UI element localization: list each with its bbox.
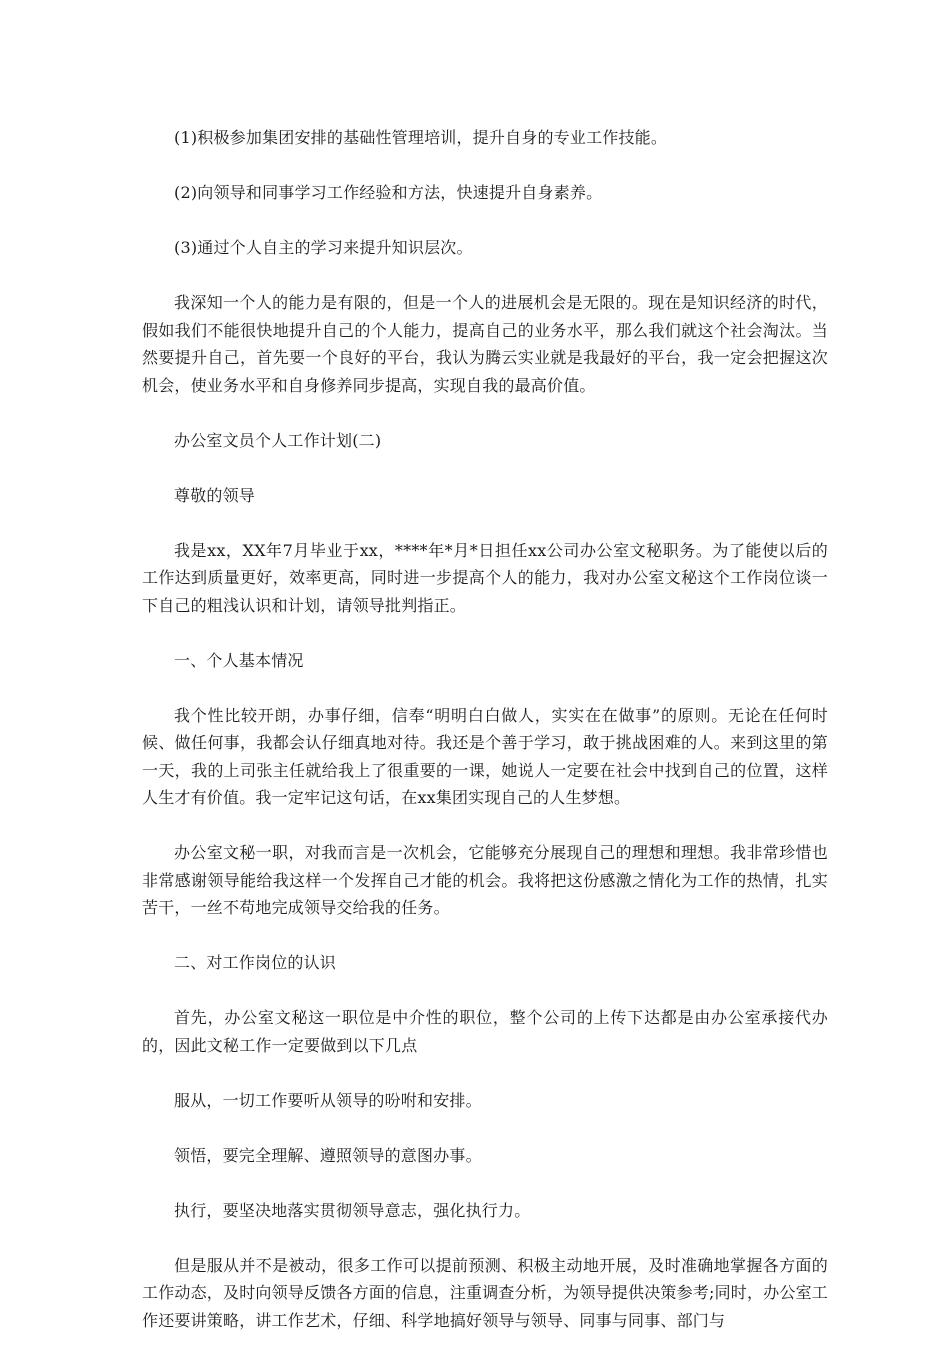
paragraph-opportunity: 办公室文秘一职，对我而言是一次机会，它能够充分展现自己的理想和理想。我非常珍惜也非常感谢领导能给我这样一个发挥自己才能的机会。我将把这份感激之情化为工作的热情，扎实苦干，一丝不苟地完成领导交给我的任务。 [142, 843, 828, 917]
document-body [142, 124, 828, 1362]
heading-job-understanding: 二、对工作岗位的认识 [174, 953, 337, 972]
paragraph-introduction: 我是xx，XX年7月毕业于xx，****年*月*日担任xx公司办公室文秘职务。为了能使以后的工作达到质量更好，效率更高，同时进一步提高个人的能力，我对办公室文秘这个工作岗位谈一下自己的粗浅认识和计划，请领导批判指正。 [142, 540, 828, 615]
point-comprehend: 领悟，要完全理解、遵照领导的意图办事。 [174, 1145, 482, 1165]
paragraph-self-improvement: 我深知一个人的能力是有限的，但是一个人的进展机会是无限的。现在是知识经济的时代，假如我们不能很快地提升自己的个人能力，提高自己的业务水平，那么我们就这个社会淘汰。当然要提升自己，首先要一个良好的平台，我认为腾云实业就是我最好的平台，我一定会把握这次机会，使业务水平和自身修养同步提高，实现自我的最高价值。 [142, 293, 828, 395]
paragraph-intermediary-role: 首先，办公室文秘这一职位是中介性的职位，整个公司的上传下达都是由办公室承接代办的，因此文秘工作一定要做到以下几点 [142, 1008, 828, 1055]
paragraph-proactive-work: 但是服从并不是被动，很多工作可以提前预测、积极主动地开展，及时准确地掌握各方面的工作动态，及时向领导反馈各方面的信息，注重调查分析，为领导提供决策参考;同时，办公室工作还要讲策略，讲工作艺术，仔细、科学地搞好领导与领导、同事与同事、部门与 [142, 1255, 828, 1330]
salutation: 尊敬的领导 [174, 485, 256, 505]
heading-basic-info: 一、个人基本情况 [174, 650, 304, 670]
list-item-learn-from-colleagues: (2)向领导和同事学习工作经验和方法，快速提升自身素养。 [174, 183, 603, 202]
point-execute: 执行，要坚决地落实贯彻领导意志，强化执行力。 [174, 1200, 531, 1220]
section-title-plan-two: 办公室文员个人工作计划(二) [174, 430, 382, 450]
list-item-training: (1)积极参加集团安排的基础性管理培训，提升自身的专业工作技能。 [174, 128, 668, 147]
point-obey: 服从，一切工作要听从领导的吩咐和安排。 [174, 1090, 482, 1110]
list-item-self-study: (3)通过个人自主的学习来提升知识层次。 [174, 238, 473, 257]
paragraph-personality: 我个性比较开朗，办事仔细，信奉“明明白白做人，实实在在做事”的原则。无论在任何时候、做任何事，我都会认仔细真地对待。我还是个善于学习，敢于挑战困难的人。来到这里的第一天，我的上司张主任就给我上了很重要的一课，她说人一定要在社会中找到自己的位置，这样人生才有价值。我一定牢记这句话，在xx集团实现自己的人生梦想。 [142, 705, 828, 807]
